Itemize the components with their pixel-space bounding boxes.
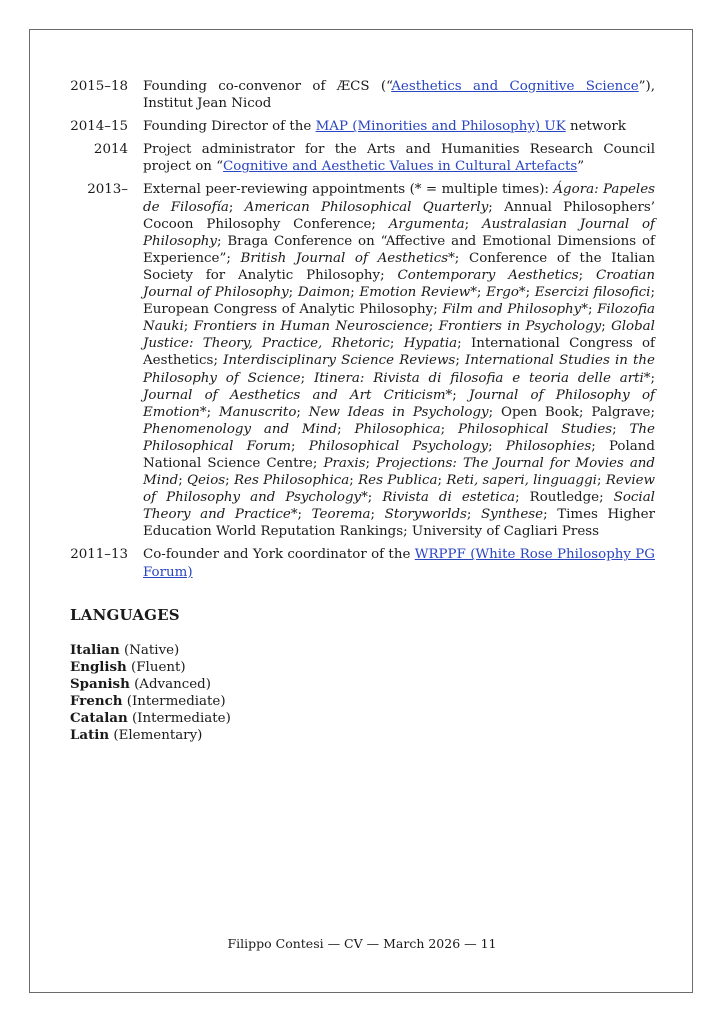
separator: ; — [380, 267, 398, 283]
map-link[interactable]: MAP (Minorities and Philosophy) UK — [315, 119, 566, 135]
reviewed-venue: Itinera: Rivista di filosofia e teoria delle arti — [313, 370, 644, 386]
language-name: French — [70, 692, 123, 709]
reviewed-venue: Croatian Journal of Philosophy — [143, 267, 655, 301]
separator: ; — [466, 507, 481, 523]
reviewed-venue: Philosophical Studies — [458, 421, 613, 437]
cv-content — [70, 78, 655, 744]
reviewed-venue: Social Theory and Practice — [143, 490, 655, 523]
separator: ; — [601, 319, 612, 335]
entry-year: 2011–13 — [70, 547, 128, 563]
reviewed-venue: Open Book — [500, 404, 579, 420]
separator: ; — [370, 507, 385, 523]
separator: ; — [488, 438, 506, 454]
peer-review-list — [143, 181, 655, 540]
separator: ; — [183, 319, 194, 335]
entry-text: Co-founder and York coordinator of the — [143, 547, 415, 563]
separator: ; — [578, 267, 597, 283]
language-name: English — [70, 658, 127, 675]
language-item — [70, 727, 655, 744]
separator: *; — [290, 507, 312, 523]
language-name: Latin — [70, 727, 110, 744]
separator: ; — [365, 455, 377, 471]
entry-map — [70, 118, 655, 135]
separator: ; — [599, 490, 614, 506]
reviewed-venue: Ágora: Papeles de Filosofía — [143, 182, 655, 215]
separator: ; — [337, 421, 355, 437]
separator: ; — [226, 250, 241, 266]
language-level: (Elementary) — [109, 728, 203, 744]
separator: ; — [300, 370, 314, 386]
reviewed-venue: Film and Philosophy — [442, 302, 582, 318]
separator: ; — [403, 524, 412, 540]
entry-text: External peer-reviewing appointments (* = multiple times): — [143, 182, 554, 198]
separator: ; — [389, 336, 404, 352]
separator: ; — [349, 473, 359, 489]
separator: ; — [371, 216, 389, 232]
language-name: Spanish — [70, 675, 130, 692]
separator: ; — [650, 285, 655, 301]
language-level: (Intermediate) — [122, 693, 226, 709]
reviewed-venue: Global Justice: Theory, Practice, Rhetoric — [143, 319, 655, 352]
reviewed-venue: University of Cagliari Press — [411, 524, 599, 540]
reviewed-venue: New Ideas in Psychology — [308, 404, 489, 420]
reviewed-venue: Interdisciplinary Science Reviews — [223, 353, 456, 369]
separator: ; — [488, 404, 501, 420]
entry-ahrc — [70, 141, 655, 175]
entry-description — [143, 118, 655, 135]
reviewed-venue: The Philosophical Forum — [143, 421, 655, 454]
reviewed-venue: Esercizi filosofici — [534, 285, 651, 301]
entry-text: Founding Director of the — [143, 119, 316, 135]
reviewed-venue: International Studies in the Philosophy of Science — [143, 353, 655, 386]
separator: ; — [579, 404, 592, 420]
separator: ; — [591, 438, 609, 454]
separator: ; — [464, 216, 482, 232]
entry-year: 2013– — [87, 182, 128, 198]
language-level: (Advanced) — [129, 676, 211, 692]
separator: *; — [581, 302, 598, 318]
separator: ; — [515, 490, 530, 506]
entry-text: ” — [577, 159, 585, 175]
reviewed-venue: Times Higher Education World Reputation Rankings — [143, 507, 655, 540]
language-item — [70, 642, 655, 659]
reviewed-venue: Phenomenology and Mind — [143, 421, 338, 437]
entry-description — [143, 141, 655, 175]
reviewed-venue: Praxis — [323, 455, 366, 471]
separator: ; — [457, 336, 471, 352]
separator: ; — [312, 455, 324, 471]
reviewed-venue: Frontiers in Human Neuroscience — [193, 319, 429, 335]
entry-description — [143, 78, 655, 112]
reviewed-venue: Poland National Science Centre — [143, 438, 655, 471]
ahrc-project-link[interactable]: Cognitive and Aesthetic Values in Cultural Artefacts — [223, 159, 578, 175]
entry-text: Founding co-convenor of ÆCS (“ — [143, 79, 392, 94]
separator: ; — [290, 438, 309, 454]
reviewed-venue: Australasian Journal of Philosophy — [143, 216, 655, 249]
separator: ; — [225, 473, 234, 489]
language-level: (Native) — [119, 642, 180, 658]
separator: ; — [216, 233, 228, 249]
separator: ; — [178, 473, 188, 489]
separator: ; — [288, 285, 298, 301]
reviewed-venue: Braga Conference on “Affective and Emotional Dimensions of Experience” — [143, 233, 655, 266]
separator: ; — [350, 285, 360, 301]
entry-text: network — [565, 119, 626, 135]
separator: ; — [440, 421, 458, 437]
separator: ; — [612, 421, 630, 437]
languages-heading: LANGUAGES — [70, 605, 180, 624]
reviewed-venue: Argumenta — [388, 216, 465, 232]
separator: *; — [199, 404, 219, 420]
language-item — [70, 693, 655, 710]
separator: *; — [445, 387, 469, 403]
separator: ; — [213, 353, 224, 369]
reviewed-venue: American Philosophical Quarterly — [244, 199, 489, 215]
separator: ; — [455, 353, 465, 369]
language-name: Italian — [70, 641, 120, 658]
separator: *; — [448, 250, 469, 266]
reviewed-venue: Projections: The Journal for Movies and Mind — [143, 455, 656, 489]
entry-year: 2015–18 — [70, 79, 128, 94]
reviewed-venue: Teorema — [311, 507, 371, 523]
reviewed-venue: European Congress of Analytic Philosophy — [143, 302, 434, 318]
aecs-link[interactable]: Aesthetics and Cognitive Science — [391, 79, 639, 94]
entry-year: 2014–15 — [70, 119, 128, 135]
reviewed-venue: Qeios — [187, 473, 226, 489]
wrppf-link[interactable]: WRPPF (White Rose Philosophy PG Forum) — [143, 547, 655, 580]
reviewed-venue: Routledge — [529, 490, 600, 506]
separator: ; — [437, 473, 447, 489]
reviewed-venue: Ergo — [486, 285, 519, 301]
language-level: (Intermediate) — [127, 711, 231, 726]
separator: *; — [643, 370, 655, 386]
entry-text: ”), Institut Jean Nicod — [143, 79, 655, 112]
reviewed-venue: Philosophies — [505, 438, 592, 454]
language-name: Catalan — [70, 710, 128, 726]
reviewed-venue: British Journal of Aesthetics — [240, 250, 449, 266]
separator: ; — [596, 473, 606, 489]
reviewed-venue: Synthese — [481, 507, 544, 523]
page-footer: Filippo Contesi — CV — March 2026 — 11 — [227, 936, 497, 951]
reviewed-venue: Res Publica — [358, 473, 438, 489]
separator: ; — [296, 404, 309, 420]
entry-peer-review — [70, 181, 655, 540]
reviewed-venue: Conference of the Italian Society for Analytic Philosophy — [143, 250, 656, 283]
reviewed-venue: Emotion Review — [359, 285, 471, 301]
reviewed-venue: Philosophica — [354, 421, 441, 437]
reviewed-venue: Reti, saperi, linguaggi — [446, 473, 597, 489]
separator: ; — [650, 404, 655, 420]
separator: ; — [433, 302, 443, 318]
separator: ; — [488, 199, 505, 215]
reviewed-venue: International Congress of Aesthetics — [143, 336, 656, 369]
entry-wrppf — [70, 546, 655, 580]
separator: *; — [361, 490, 383, 506]
entry-description — [143, 546, 655, 580]
entry-year: 2014 — [93, 142, 128, 158]
languages-list — [70, 642, 655, 745]
reviewed-venue: Annual Philosophers’ Cocoon Philosophy Conference — [143, 199, 656, 232]
reviewed-venue: Res Philosophica — [233, 473, 350, 489]
language-item — [70, 659, 655, 676]
separator: ; — [428, 319, 439, 335]
reviewed-venue: Hypatia — [403, 336, 458, 352]
separator: *; — [470, 285, 487, 301]
reviewed-venue: Review of Philosophy and Psychology — [143, 473, 655, 506]
entry-text: Project administrator for the Arts and Humanities Research Council project on “ — [143, 142, 655, 175]
reviewed-venue: Contemporary Aesthetics — [397, 267, 579, 283]
reviewed-venue: Manuscrito — [218, 404, 297, 420]
separator: *; — [518, 285, 535, 301]
reviewed-venue: Journal of Aesthetics and Art Criticism — [143, 387, 446, 403]
language-item — [70, 676, 655, 693]
reviewed-venue: Journal of Philosophy of Emotion — [143, 387, 655, 420]
reviewed-venue: Frontiers in Psychology — [438, 319, 602, 335]
language-level: (Fluent) — [126, 659, 186, 675]
reviewed-venue: Rivista di estetica — [382, 490, 516, 506]
reviewed-venue: Filozofia Nauki — [143, 302, 656, 335]
reviewed-venue: Palgrave — [591, 404, 651, 420]
separator: ; — [228, 199, 245, 215]
language-item — [70, 710, 655, 727]
reviewed-venue: Daimon — [297, 285, 351, 301]
entry-aecs — [70, 78, 655, 112]
reviewed-venue: Storyworlds — [384, 507, 467, 523]
reviewed-venue: Philosophical Psychology — [308, 438, 489, 454]
separator: ; — [543, 507, 558, 523]
